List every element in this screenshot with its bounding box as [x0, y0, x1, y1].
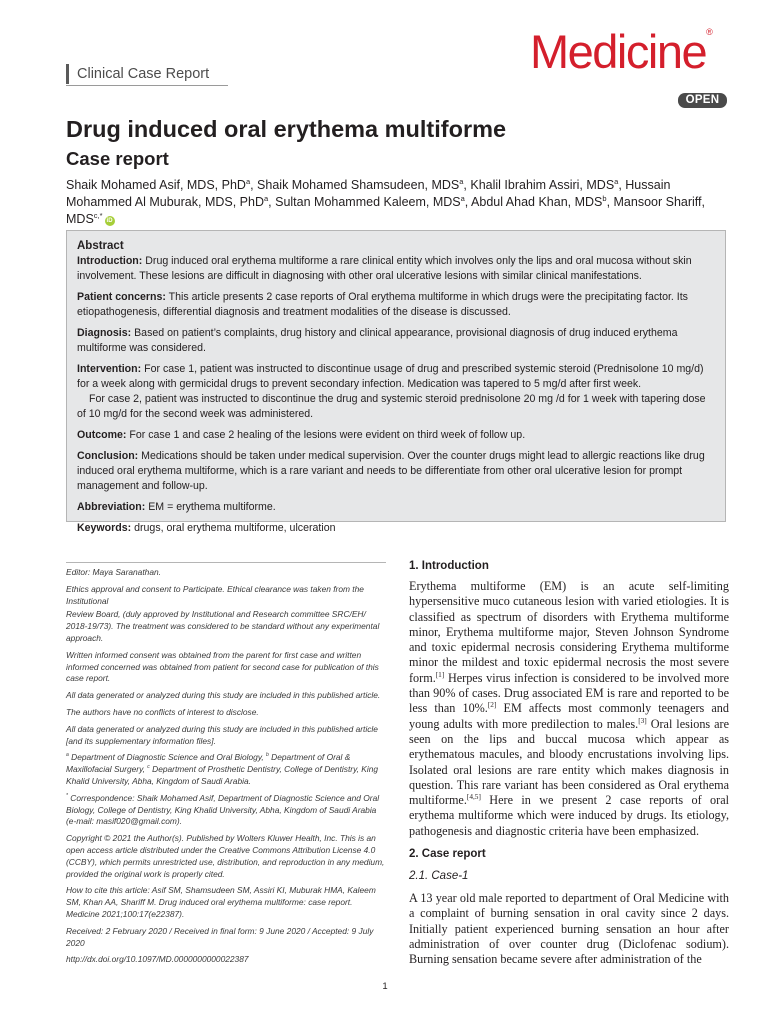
- case-1-paragraph: A 13 year old male reported to department of Oral Medicine with a complaint of burning sensation in oral cavity since 2 days. Initially patient experienced burning sensation an hour after administration of over counter drug (Diclofenac sodium). Burning sensation became severe after administration of the: [409, 891, 729, 967]
- author-3: , Khalil Ibrahim Assiri, MDS: [463, 178, 615, 192]
- footnote-ethics: Ethics approval and consent to Participate. Ethical clearance was taken from the Institutional: [66, 583, 364, 606]
- abstract-text: For case 1, patient was instructed to discontinue usage of drug and prescribed systemic steroid (Prednisolone 10 mg/d) for a week along with germicidal drugs to prevent secondary infection. Medication was tapered to 5 mg/d after first week.: [77, 363, 704, 390]
- footnote-editor: Editor: Maya Saranathan.: [66, 567, 161, 577]
- category-rule: [66, 85, 228, 86]
- abstract-patient-concerns: [77, 290, 715, 320]
- abstract-label: Abbreviation:: [77, 501, 146, 513]
- abstract-text: For case 2, patient was instructed to discontinue the drug and systemic steroid prednisolone 20 mg /d for 1 week with tapering dose of 10 mg/d for the second week was administered.: [77, 393, 706, 420]
- registered-mark: ®: [706, 27, 713, 37]
- affil-sup: c: [147, 764, 150, 771]
- abstract-intervention: [77, 362, 715, 392]
- affiliation-a: Department of Diagnostic Science and Oral Biology,: [68, 752, 267, 763]
- footnote-affiliations: [66, 752, 386, 787]
- abstract-text: drugs, oral erythema multiforme, ulceration: [134, 522, 336, 534]
- abstract-label: Introduction:: [77, 255, 143, 267]
- affil-sup: a: [66, 752, 69, 759]
- abstract-label: Intervention:: [77, 363, 142, 375]
- footnote-conflicts: The authors have no conflicts of interest to disclose.: [66, 706, 259, 717]
- abstract-box: [66, 230, 726, 534]
- author-7: , Mansoor Shariff, MDS: [66, 195, 705, 226]
- abstract-heading: Abstract: [77, 240, 124, 252]
- orcid-icon[interactable]: iD: [106, 218, 113, 224]
- abstract-label: Conclusion:: [77, 450, 139, 462]
- abstract-outcome: [77, 428, 715, 443]
- abstract-label: Diagnosis:: [77, 327, 132, 339]
- author-5: , Sultan Mohammed Kaleem, MDS: [268, 195, 461, 209]
- intro-text: Oral lesions are seen on the lips and buccal mucosa which appear as erythematous macules, and bloody encrustations involving lips. Isolated oral lesions are rare entity which makes diagnosis in question. This rare variant has been considered as Oral erythema multiforme.: [409, 716, 729, 808]
- correspondence-text: Correspondence: Shaik Mohamed Asif, Department of Diagnostic Science and Oral Biology, College of Dentistry, King Khalid University, Abha, Kingdom of Saudi Arabia (e-mail: masif020@gmail.com).: [66, 792, 380, 827]
- section-heading-case-report: 2. Case report: [409, 848, 486, 860]
- footnote-copyright: Copyright © 2021 the Author(s). Published by Wolters Kluwer Health, Inc. This is an open access article distributed under the Creative Commons Attribution License 4.0 (CCBY), which permits unrestricted use, distribution, and reproduction in any medium, provided the original work is properly cited.: [66, 833, 385, 879]
- affiliation-b: Department of Oral & Maxillofacial Surgery,: [66, 752, 351, 775]
- article-title: Drug induced oral erythema multiforme: [66, 116, 507, 142]
- abstract-label: Keywords:: [77, 522, 132, 534]
- abstract-text: Based on patient’s complaints, drug history and clinical appearance, provisional diagnosis of drug induced erythema multiforme was considered.: [77, 327, 678, 354]
- abstract-intervention-case2: [77, 392, 715, 422]
- intro-text: Herpes virus infection is considered to be involved more than 90% of cases. Drug associated EM is rare and reported to be less than 10%.: [409, 670, 729, 716]
- author-4: , Hussain Mohammed Al Muburak, MDS, PhD: [66, 178, 671, 209]
- affil-sup: a: [614, 176, 619, 186]
- abstract-text: Medications should be taken under medical supervision. Over the counter drugs might lead to allergic reactions like drug induced oral erythema multiforme, which is a rare variant and needs to be differentiate from other oral ulcerative lesion for prompt management and follow-up.: [77, 450, 705, 492]
- author-1: Shaik Mohamed Asif, MDS, PhD: [66, 178, 246, 192]
- intro-text: EM affects most commonly teenagers and young adults with more predilection to males.: [409, 701, 729, 731]
- citation-ref[interactable]: [2]: [487, 700, 497, 710]
- abstract-text: EM = erythema multiforme.: [148, 501, 276, 513]
- footnote-doi-link[interactable]: http://dx.doi.org/10.1097/MD.0000000000022387: [66, 954, 249, 965]
- section-heading-introduction: 1. Introduction: [409, 560, 489, 572]
- abstract-text: For case 1 and case 2 healing of the lesions were evident on third week of follow up.: [129, 429, 526, 441]
- citation-ref[interactable]: [3]: [638, 715, 647, 725]
- citation-ref[interactable]: [1]: [435, 669, 445, 679]
- author-6: , Abdul Ahad Khan, MDS: [464, 195, 603, 209]
- abstract-keywords: [77, 521, 715, 536]
- page-number: 1: [382, 981, 388, 992]
- affil-sup: a: [460, 193, 465, 203]
- affiliation-c: Department of Prosthetic Dentistry, College of Dentistry, King Khalid University, Abha, Kingdom of Saudi Arabia.: [66, 764, 379, 786]
- affil-sup: c,*: [93, 210, 103, 220]
- abstract-label: Patient concerns:: [77, 291, 166, 303]
- footnote-data-availability-2: All data generated or analyzed during this study are included in this published article [and its supplementary information files].: [66, 723, 378, 746]
- abstract-label: Outcome:: [77, 429, 127, 441]
- footnote-citation: How to cite this article: Asif SM, Shamsudeen SM, Assiri KI, Muburak HMA, Kaleem SM, Khan AA, Shariff M. Drug induced oral erythema multiforme: case report. Medicine 2021;100:17(e22387).: [66, 885, 376, 919]
- article-subtitle: Case report: [66, 148, 169, 169]
- abstract-diagnosis: [77, 326, 715, 356]
- affil-sup: *: [66, 792, 68, 799]
- journal-name: Medicine: [530, 25, 707, 78]
- affil-sup: b: [602, 193, 607, 203]
- footnote-data-availability: All data generated or analyzed during this study are included in this published article.: [66, 690, 381, 701]
- footnote-consent: Written informed consent was obtained from the parent for first case and written informed concerned was obtained from patient for second case for publication of this case report.: [66, 649, 379, 684]
- footnote-correspondence: [66, 793, 386, 828]
- category-bar: [66, 64, 69, 84]
- introduction-paragraph: [409, 579, 729, 839]
- intro-text: Here in we present 2 case reports of oral erythema multiforme which were induced by drugs. Its etiology, pathogenesis and diagnostic criteria have been emphasized.: [409, 793, 729, 838]
- journal-logo: [530, 25, 713, 78]
- affil-sup: b: [266, 752, 269, 759]
- subsection-heading-case-1: 2.1. Case-1: [409, 870, 469, 882]
- abstract-text: This article presents 2 case reports of Oral erythema multiforme in which drugs were the precipitating factor. Its etiopathogenesis, differential diagnosis and treatment modalities of the disease is discussed.: [77, 291, 688, 318]
- affil-sup: a: [264, 193, 269, 203]
- abstract-abbreviation: [77, 500, 715, 515]
- abstract-conclusion: [77, 449, 715, 494]
- abstract-text: Drug induced oral erythema multiforme a rare clinical entity which involves only the lips and oral mucosa without skin involvement. These lesions are difficult in diagnosing with other oral ulcerative lesions with similar clinical manifestations.: [77, 255, 692, 282]
- abstract-introduction: [77, 254, 715, 284]
- author-2: , Shaik Mohamed Shamsudeen, MDS: [250, 178, 460, 192]
- author-list: [66, 177, 726, 228]
- affil-sup: a: [245, 176, 251, 186]
- citation-ref[interactable]: [4,5]: [466, 792, 481, 802]
- footnote-review-board: Review Board, (duly approved by Institutional and Research committee SRC/EH/ 2018-19/73). The treatment was considered to be standard without any experimental approach.: [66, 609, 380, 643]
- open-access-badge: OPEN: [678, 93, 727, 108]
- footnote-rule: [66, 562, 386, 563]
- affil-sup: a: [459, 176, 464, 186]
- article-category: Clinical Case Report: [77, 66, 210, 82]
- footnote-dates: Received: 2 February 2020 / Received in final form: 9 June 2020 / Accepted: 9 July 2020: [66, 925, 374, 948]
- footnotes-column: [66, 562, 386, 971]
- intro-text: Erythema multiforme (EM) is an acute self-limiting hypersensitive muco cutaneous lesion with varied etiologies. It is classified as spectrum of disorders with Erythema multiforme minor, Erythema multiforme major, Steven Johnson Syndrome and toxic epidermal necrosis considering Erythema multiforme minor the mildest and toxic epidermal necrosis the most severe form.: [409, 579, 729, 685]
